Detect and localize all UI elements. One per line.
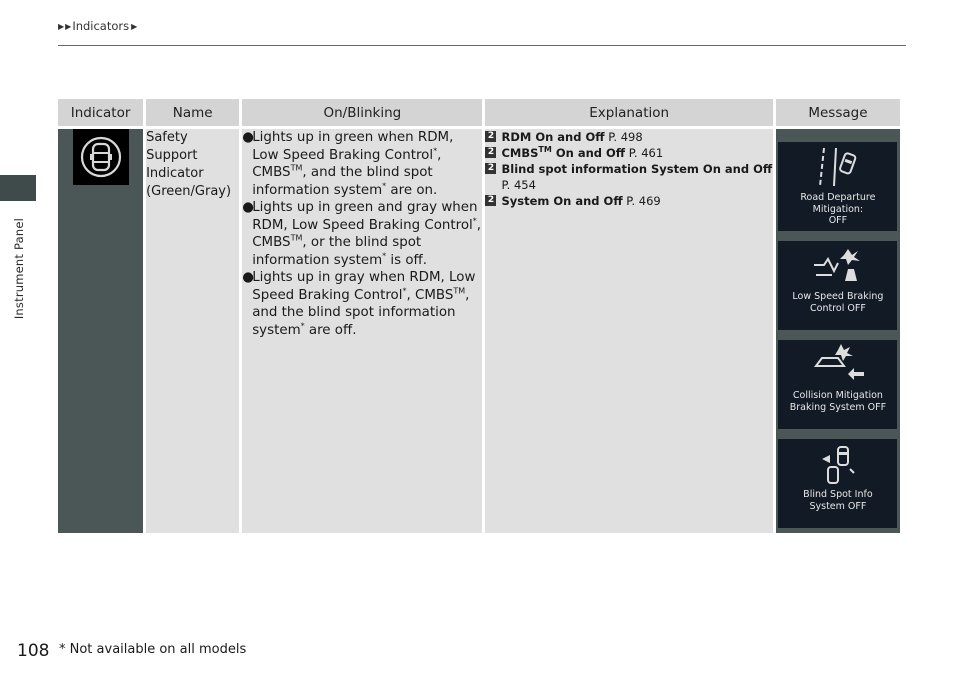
name-line: Indicator (146, 166, 204, 181)
bullet-icon: ● (242, 130, 254, 145)
trademark: TM (453, 286, 466, 296)
message-line: Mitigation: (812, 203, 864, 215)
indicator-cell (58, 129, 143, 533)
on-blinking-item (242, 199, 482, 269)
explanation-cell (485, 129, 772, 533)
chapter-tab-marker (0, 175, 36, 201)
col-header-indicator: Indicator (58, 99, 143, 126)
message-line: OFF (828, 215, 848, 226)
safety-support-indicator-icon (73, 129, 129, 185)
message-cell (776, 129, 900, 533)
reference-arrow-icon: 2 (485, 163, 496, 174)
text: , and the blind spot information system (252, 287, 470, 338)
on-blinking-cell (242, 129, 482, 533)
col-header-name: Name (146, 99, 239, 126)
message-line: Low Speed Braking (792, 291, 884, 302)
collision-mitigation-icon (808, 340, 868, 386)
message-text (790, 390, 886, 413)
cross-reference-link[interactable] (485, 129, 772, 145)
text: is off. (386, 252, 428, 268)
indicator-name (146, 129, 239, 201)
chapter-sidebar (0, 0, 36, 678)
cross-reference-link[interactable] (485, 193, 772, 209)
reference-title[interactable]: System On and Off (501, 194, 623, 208)
table-row (58, 129, 900, 533)
chapter-label-text: Instrument Panel (12, 218, 26, 320)
name-line: Safety (146, 130, 188, 145)
bullet-icon: ● (242, 200, 254, 215)
message-line: Blind Spot Info (803, 489, 873, 500)
footnote-marker: * (472, 216, 477, 226)
message-line: Collision Mitigation (792, 390, 883, 401)
message-text (792, 291, 883, 314)
on-blinking-item (242, 129, 482, 199)
chapter-label (2, 214, 36, 324)
footnote-marker: * (382, 181, 387, 191)
cross-reference-list (485, 129, 772, 209)
reference-arrow-icon: 2 (485, 131, 496, 142)
cross-reference-link[interactable] (485, 161, 772, 193)
on-blinking-list (242, 129, 482, 339)
message-stack (776, 129, 900, 528)
footnote: * Not available on all models (59, 642, 247, 657)
text: , CMBS (252, 147, 442, 180)
breadcrumb-arrow-icon: ▶ (131, 21, 138, 31)
bullet-icon: ● (242, 270, 254, 285)
road-departure-icon (808, 142, 868, 188)
message-panel (778, 439, 897, 528)
message-panel (778, 241, 897, 330)
reference-page[interactable]: P. 469 (622, 194, 661, 208)
reference-page[interactable]: P. 454 (501, 178, 536, 192)
footnote-marker: * (402, 286, 407, 296)
breadcrumb-arrow-icon: ▶ (65, 21, 72, 31)
cross-reference-link[interactable] (485, 145, 772, 161)
reference-arrow-icon: 2 (485, 195, 496, 206)
trademark: TM (290, 233, 303, 243)
breadcrumb[interactable] (58, 19, 138, 33)
header-divider (58, 45, 906, 46)
breadcrumb-section[interactable]: Indicators (72, 19, 130, 33)
on-blinking-item (242, 269, 482, 339)
breadcrumb-arrow-icon: ▶ (58, 21, 65, 31)
reference-title[interactable]: CMBS (501, 146, 539, 160)
low-speed-braking-icon (808, 241, 868, 287)
reference-title[interactable]: Blind spot information System On and Off (501, 162, 773, 176)
col-header-message: Message (776, 99, 900, 126)
text: are off. (304, 322, 357, 338)
trademark: TM (538, 145, 552, 155)
message-text (803, 489, 872, 512)
text: , CMBS (252, 217, 482, 250)
reference-title[interactable]: RDM On and Off (501, 130, 605, 144)
text: Lights up in gray when RDM, Low Speed Braking Control (252, 270, 476, 303)
message-text (800, 192, 875, 227)
text: , or the blind spot information system (252, 235, 422, 268)
name-cell (146, 129, 239, 533)
footnote-marker: * (300, 321, 305, 331)
message-line: Braking System OFF (789, 401, 887, 413)
text: are on. (386, 182, 438, 198)
blind-spot-icon (808, 439, 868, 485)
reference-arrow-icon: 2 (485, 147, 496, 158)
table-header-row (58, 99, 900, 126)
text: Lights up in green when RDM, Low Speed Braking Control (252, 130, 454, 163)
message-panel (778, 142, 897, 231)
page-number: 108 (17, 641, 50, 661)
name-line: (Green/Gray) (146, 184, 232, 199)
text: , CMBS (406, 287, 454, 303)
trademark: TM (290, 163, 303, 173)
reference-page[interactable]: P. 461 (625, 146, 664, 160)
col-header-on-blinking: On/Blinking (242, 99, 482, 126)
reference-title[interactable]: On and Off (551, 146, 626, 160)
message-line: System OFF (809, 500, 867, 512)
reference-page[interactable]: P. 498 (604, 130, 643, 144)
indicator-table (55, 96, 903, 536)
footnote-marker: * (433, 146, 438, 156)
message-panel (778, 340, 897, 429)
text: Lights up in green and gray when RDM, Low Speed Braking Control (252, 200, 478, 233)
text: , and the blind spot information system (252, 165, 433, 198)
message-line: Control OFF (810, 302, 866, 314)
message-line: Road Departure (800, 192, 876, 203)
footnote-marker: * (382, 251, 387, 261)
col-header-explanation: Explanation (485, 99, 772, 126)
name-line: Support (146, 148, 198, 163)
